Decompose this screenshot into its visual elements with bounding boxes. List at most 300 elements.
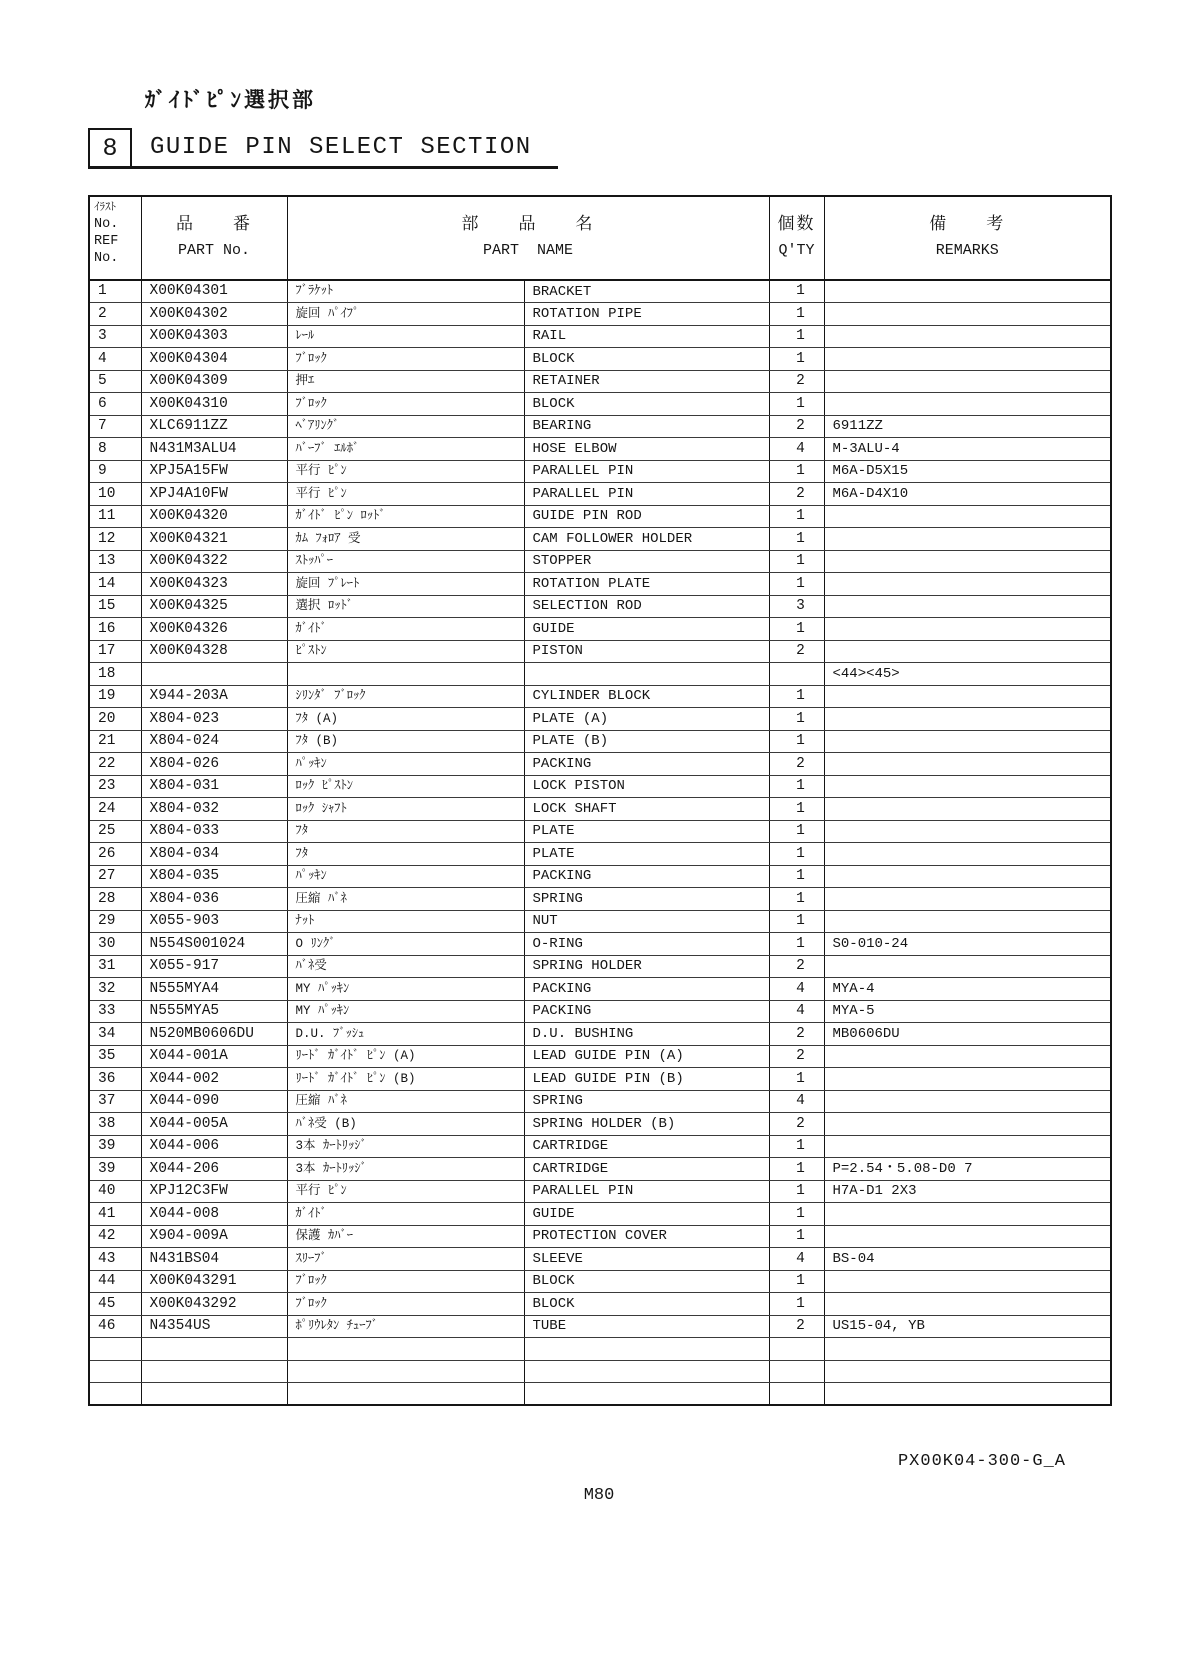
- header-ref-line-jp: ｲﾗｽﾄ: [94, 202, 116, 214]
- cell-part-name-en: RAIL: [524, 325, 769, 348]
- cell-part-no: X044-001A: [141, 1045, 287, 1068]
- cell-part-name-en: CAM FOLLOWER HOLDER: [524, 528, 769, 551]
- cell-part-name-en: GUIDE PIN ROD: [524, 505, 769, 528]
- table-row: [89, 978, 1111, 1001]
- cell-ref-no: 17: [89, 640, 141, 663]
- cell-ref-no: 13: [89, 550, 141, 573]
- cell-remarks: BS-04: [824, 1248, 1111, 1271]
- cell-qty: 1: [769, 393, 824, 416]
- cell-part-name-en: PISTON: [524, 640, 769, 663]
- table-row: [89, 348, 1111, 371]
- table-row: [89, 1023, 1111, 1046]
- cell-part-name-en: TUBE: [524, 1315, 769, 1338]
- header-part-name: [287, 196, 769, 280]
- cell-qty: 2: [769, 753, 824, 776]
- header-qty: [769, 196, 824, 280]
- table-row: [89, 528, 1111, 551]
- cell-part-name-jp: ﾌﾞﾗｹｯﾄ: [287, 280, 524, 303]
- table-row: [89, 775, 1111, 798]
- cell-ref-no: [89, 1383, 141, 1406]
- table-row: [89, 708, 1111, 731]
- cell-remarks: [824, 528, 1111, 551]
- cell-remarks: [824, 1225, 1111, 1248]
- cell-part-name-en: D.U. BUSHING: [524, 1023, 769, 1046]
- cell-part-name-en: SELECTION ROD: [524, 595, 769, 618]
- cell-qty: 1: [769, 1270, 824, 1293]
- section-title: GUIDE PIN SELECT SECTION: [150, 134, 532, 161]
- cell-remarks: [824, 955, 1111, 978]
- cell-qty: 1: [769, 1068, 824, 1091]
- cell-part-name-jp: 保護 ｶﾊﾞｰ: [287, 1225, 524, 1248]
- cell-part-name-en: PARALLEL PIN: [524, 1180, 769, 1203]
- cell-ref-no: 35: [89, 1045, 141, 1068]
- table-row: [89, 955, 1111, 978]
- cell-part-name-en: LEAD GUIDE PIN (A): [524, 1045, 769, 1068]
- cell-part-no: X804-023: [141, 708, 287, 731]
- cell-part-no: X00K04310: [141, 393, 287, 416]
- cell-part-no: X00K04309: [141, 370, 287, 393]
- cell-part-name-en: GUIDE: [524, 1203, 769, 1226]
- header-part-no: [141, 196, 287, 280]
- cell-remarks: M6A-D4X10: [824, 483, 1111, 506]
- cell-part-name-en: ROTATION PIPE: [524, 303, 769, 326]
- cell-part-no: X804-032: [141, 798, 287, 821]
- section-number: 8: [102, 133, 118, 163]
- cell-part-no: X044-006: [141, 1135, 287, 1158]
- cell-qty: 1: [769, 573, 824, 596]
- cell-part-name-en: BLOCK: [524, 348, 769, 371]
- table-row: [89, 1248, 1111, 1271]
- cell-ref-no: 19: [89, 685, 141, 708]
- cell-ref-no: 33: [89, 1000, 141, 1023]
- cell-part-name-jp: ﾌﾀ: [287, 843, 524, 866]
- cell-part-no: N554S001024: [141, 933, 287, 956]
- cell-part-name-en: RETAINER: [524, 370, 769, 393]
- cell-ref-no: [89, 1360, 141, 1383]
- cell-qty: 1: [769, 618, 824, 641]
- cell-part-name-jp: 平行 ﾋﾟﾝ: [287, 483, 524, 506]
- cell-part-name-en: PLATE (B): [524, 730, 769, 753]
- cell-remarks: [824, 370, 1111, 393]
- table-row: [89, 325, 1111, 348]
- cell-part-name-jp: ﾌﾞﾛｯｸ: [287, 348, 524, 371]
- cell-qty: 2: [769, 1023, 824, 1046]
- cell-part-name-jp: 圧縮 ﾊﾞﾈ: [287, 1090, 524, 1113]
- cell-part-name-jp: ｶﾞｲﾄﾞ: [287, 1203, 524, 1226]
- cell-qty: 2: [769, 1113, 824, 1136]
- cell-part-name-en: PARALLEL PIN: [524, 483, 769, 506]
- cell-part-name-jp: 押ｴ: [287, 370, 524, 393]
- cell-ref-no: 3: [89, 325, 141, 348]
- cell-remarks: [824, 730, 1111, 753]
- cell-part-no: X00K04325: [141, 595, 287, 618]
- cell-qty: 1: [769, 460, 824, 483]
- header-ref-no: [89, 196, 141, 280]
- cell-qty: 1: [769, 910, 824, 933]
- cell-part-no: XLC6911ZZ: [141, 415, 287, 438]
- cell-part-name-en: BLOCK: [524, 1270, 769, 1293]
- cell-ref-no: 26: [89, 843, 141, 866]
- cell-part-name-jp: O ﾘﾝｸﾞ: [287, 933, 524, 956]
- table-row: [89, 438, 1111, 461]
- cell-part-no: X00K04321: [141, 528, 287, 551]
- cell-part-no: X00K04326: [141, 618, 287, 641]
- cell-ref-no: 20: [89, 708, 141, 731]
- table-row: [89, 370, 1111, 393]
- header-ref-line-ref: REF: [94, 234, 119, 249]
- cell-ref-no: 18: [89, 663, 141, 686]
- cell-part-name-en: SPRING: [524, 1090, 769, 1113]
- cell-part-no: X044-090: [141, 1090, 287, 1113]
- cell-ref-no: 15: [89, 595, 141, 618]
- cell-qty: 1: [769, 843, 824, 866]
- cell-ref-no: 25: [89, 820, 141, 843]
- cell-part-no: X00K04303: [141, 325, 287, 348]
- cell-remarks: [824, 865, 1111, 888]
- cell-part-name-en: PLATE: [524, 843, 769, 866]
- cell-remarks: H7A-D1 2X3: [824, 1180, 1111, 1203]
- cell-ref-no: 38: [89, 1113, 141, 1136]
- cell-part-no: X804-035: [141, 865, 287, 888]
- cell-ref-no: 10: [89, 483, 141, 506]
- cell-part-no: X804-024: [141, 730, 287, 753]
- cell-remarks: 6911ZZ: [824, 415, 1111, 438]
- header-qty-jp: 個数: [777, 216, 816, 235]
- cell-ref-no: 24: [89, 798, 141, 821]
- cell-part-no: X804-033: [141, 820, 287, 843]
- cell-qty: 2: [769, 1315, 824, 1338]
- cell-part-name-jp: 圧縮 ﾊﾞﾈ: [287, 888, 524, 911]
- cell-ref-no: 23: [89, 775, 141, 798]
- cell-part-name-jp: ﾚｰﾙ: [287, 325, 524, 348]
- cell-part-name-jp: 旋回 ﾌﾟﾚｰﾄ: [287, 573, 524, 596]
- cell-part-no: X044-002: [141, 1068, 287, 1091]
- table-row: [89, 865, 1111, 888]
- empty-row: [89, 1338, 1111, 1361]
- cell-qty: 2: [769, 955, 824, 978]
- cell-remarks: [824, 1270, 1111, 1293]
- cell-qty: 1: [769, 1135, 824, 1158]
- cell-qty: [769, 663, 824, 686]
- cell-ref-no: 41: [89, 1203, 141, 1226]
- table-row: [89, 1315, 1111, 1338]
- cell-part-name-en: SLEEVE: [524, 1248, 769, 1271]
- cell-qty: 4: [769, 438, 824, 461]
- cell-remarks: [824, 640, 1111, 663]
- cell-qty: 1: [769, 1158, 824, 1181]
- cell-part-name-en: [524, 1383, 769, 1406]
- cell-qty: 1: [769, 280, 824, 303]
- cell-remarks: [824, 550, 1111, 573]
- empty-row: [89, 1360, 1111, 1383]
- cell-remarks: [824, 910, 1111, 933]
- cell-ref-no: 34: [89, 1023, 141, 1046]
- parts-table: [88, 195, 1112, 1406]
- cell-ref-no: 27: [89, 865, 141, 888]
- cell-ref-no: 1: [89, 280, 141, 303]
- cell-part-name-en: PACKING: [524, 978, 769, 1001]
- cell-part-name-en: PLATE (A): [524, 708, 769, 731]
- cell-qty: 2: [769, 1045, 824, 1068]
- cell-part-name-jp: ﾌﾞﾛｯｸ: [287, 393, 524, 416]
- cell-part-no: X944-203A: [141, 685, 287, 708]
- cell-part-name-en: SPRING: [524, 888, 769, 911]
- cell-part-name-jp: MY ﾊﾟｯｷﾝ: [287, 1000, 524, 1023]
- cell-qty: 1: [769, 348, 824, 371]
- cell-qty: 1: [769, 325, 824, 348]
- cell-qty: 1: [769, 528, 824, 551]
- cell-qty: 1: [769, 933, 824, 956]
- document-code: PX00K04-300-G_A: [897, 1452, 1066, 1471]
- table-row: [89, 820, 1111, 843]
- cell-part-no: N555MYA5: [141, 1000, 287, 1023]
- cell-part-name-jp: ｶﾑ ﾌｫﾛｱ 受: [287, 528, 524, 551]
- table-row: [89, 753, 1111, 776]
- cell-ref-no: 39: [89, 1158, 141, 1181]
- cell-ref-no: 28: [89, 888, 141, 911]
- cell-ref-no: 37: [89, 1090, 141, 1113]
- cell-remarks: US15-04, YB: [824, 1315, 1111, 1338]
- cell-remarks: [824, 843, 1111, 866]
- cell-part-name-jp: ﾍﾞｱﾘﾝｸﾞ: [287, 415, 524, 438]
- cell-part-no: X044-005A: [141, 1113, 287, 1136]
- cell-part-no: X00K04301: [141, 280, 287, 303]
- cell-remarks: [824, 1338, 1111, 1361]
- cell-remarks: [824, 1113, 1111, 1136]
- cell-part-name-jp: [287, 663, 524, 686]
- table-row: [89, 483, 1111, 506]
- cell-part-no: X804-031: [141, 775, 287, 798]
- cell-qty: 1: [769, 820, 824, 843]
- cell-ref-no: 29: [89, 910, 141, 933]
- cell-part-no: [141, 1360, 287, 1383]
- cell-ref-no: 5: [89, 370, 141, 393]
- cell-part-no: X804-026: [141, 753, 287, 776]
- cell-remarks: [824, 1293, 1111, 1316]
- table-row: [89, 550, 1111, 573]
- table-row: [89, 640, 1111, 663]
- cell-ref-no: 16: [89, 618, 141, 641]
- cell-part-no: X00K04320: [141, 505, 287, 528]
- cell-part-no: X00K04302: [141, 303, 287, 326]
- cell-remarks: [824, 685, 1111, 708]
- cell-ref-no: 42: [89, 1225, 141, 1248]
- cell-part-name-jp: ﾊﾞﾈ受 (B): [287, 1113, 524, 1136]
- cell-remarks: [824, 505, 1111, 528]
- cell-part-no: [141, 1338, 287, 1361]
- cell-qty: [769, 1360, 824, 1383]
- table-row: [89, 888, 1111, 911]
- table-row: [89, 618, 1111, 641]
- cell-qty: 1: [769, 1225, 824, 1248]
- table-row: [89, 1113, 1111, 1136]
- cell-ref-no: 40: [89, 1180, 141, 1203]
- cell-part-name-jp: ﾘｰﾄﾞ ｶﾞｲﾄﾞ ﾋﾟﾝ (A): [287, 1045, 524, 1068]
- document-content: [88, 84, 1110, 1406]
- cell-ref-no: 11: [89, 505, 141, 528]
- cell-part-name-en: BRACKET: [524, 280, 769, 303]
- table-row: [89, 843, 1111, 866]
- table-row: [89, 415, 1111, 438]
- table-row: [89, 798, 1111, 821]
- cell-ref-no: 14: [89, 573, 141, 596]
- cell-part-name-jp: 3本 ｶｰﾄﾘｯｼﾞ: [287, 1158, 524, 1181]
- table-row: [89, 1000, 1111, 1023]
- cell-part-name-en: PLATE: [524, 820, 769, 843]
- cell-remarks: S0-010-24: [824, 933, 1111, 956]
- cell-part-name-jp: [287, 1383, 524, 1406]
- table-row: [89, 1203, 1111, 1226]
- table-row: [89, 505, 1111, 528]
- cell-remarks: [824, 798, 1111, 821]
- cell-qty: 2: [769, 483, 824, 506]
- cell-part-name-jp: ﾋﾟｽﾄﾝ: [287, 640, 524, 663]
- cell-qty: 4: [769, 1248, 824, 1271]
- cell-part-no: X00K04322: [141, 550, 287, 573]
- cell-part-name-jp: ﾛｯｸ ｼｬﾌﾄ: [287, 798, 524, 821]
- cell-qty: 2: [769, 370, 824, 393]
- cell-part-no: X00K04328: [141, 640, 287, 663]
- cell-qty: 1: [769, 798, 824, 821]
- header-ref-line-no1: No.: [94, 217, 119, 232]
- cell-remarks: [824, 280, 1111, 303]
- cell-part-name-en: GUIDE: [524, 618, 769, 641]
- cell-part-name-jp: ｶﾞｲﾄﾞ ﾋﾟﾝ ﾛｯﾄﾞ: [287, 505, 524, 528]
- section-title-japanese: ｶﾞｲﾄﾞﾋﾟﾝ選択部: [145, 91, 316, 114]
- cell-part-name-jp: ﾊﾟｯｷﾝ: [287, 753, 524, 776]
- cell-part-name-en: PROTECTION COVER: [524, 1225, 769, 1248]
- cell-part-name-jp: ﾊﾞｰﾌﾞ ｴﾙﾎﾞ: [287, 438, 524, 461]
- cell-part-name-jp: ﾊﾟｯｷﾝ: [287, 865, 524, 888]
- cell-part-name-en: NUT: [524, 910, 769, 933]
- cell-ref-no: 7: [89, 415, 141, 438]
- cell-remarks: [824, 775, 1111, 798]
- cell-part-name-jp: ﾛｯｸ ﾋﾟｽﾄﾝ: [287, 775, 524, 798]
- table-row: [89, 933, 1111, 956]
- cell-part-name-en: BLOCK: [524, 1293, 769, 1316]
- cell-part-no: N555MYA4: [141, 978, 287, 1001]
- header-remarks: [824, 196, 1111, 280]
- cell-part-name-en: SPRING HOLDER (B): [524, 1113, 769, 1136]
- cell-part-no: X00K04323: [141, 573, 287, 596]
- cell-qty: 1: [769, 888, 824, 911]
- cell-part-name-jp: D.U. ﾌﾞｯｼｭ: [287, 1023, 524, 1046]
- cell-remarks: MYA-5: [824, 1000, 1111, 1023]
- cell-part-name-en: PARALLEL PIN: [524, 460, 769, 483]
- cell-qty: 1: [769, 1180, 824, 1203]
- parts-table-body: [89, 280, 1111, 1405]
- cell-ref-no: [89, 1338, 141, 1361]
- cell-part-no: X904-009A: [141, 1225, 287, 1248]
- page-number: M80: [583, 1486, 615, 1505]
- cell-qty: [769, 1383, 824, 1406]
- cell-part-no: X044-206: [141, 1158, 287, 1181]
- cell-ref-no: 32: [89, 978, 141, 1001]
- cell-part-no: X055-903: [141, 910, 287, 933]
- header-ref-line-no2: No.: [94, 251, 119, 266]
- cell-part-no: XPJ12C3FW: [141, 1180, 287, 1203]
- cell-part-name-jp: ﾅｯﾄ: [287, 910, 524, 933]
- cell-ref-no: 4: [89, 348, 141, 371]
- cell-remarks: [824, 1203, 1111, 1226]
- cell-qty: 1: [769, 730, 824, 753]
- cell-qty: 4: [769, 1090, 824, 1113]
- table-row: [89, 303, 1111, 326]
- cell-part-name-jp: 平行 ﾋﾟﾝ: [287, 460, 524, 483]
- cell-part-name-jp: 旋回 ﾊﾟｲﾌﾟ: [287, 303, 524, 326]
- section-number-box: [88, 128, 132, 166]
- cell-remarks: [824, 1135, 1111, 1158]
- cell-part-name-en: PACKING: [524, 865, 769, 888]
- cell-ref-no: 9: [89, 460, 141, 483]
- cell-part-no: X00K04304: [141, 348, 287, 371]
- cell-part-name-jp: 平行 ﾋﾟﾝ: [287, 1180, 524, 1203]
- cell-part-no: [141, 1383, 287, 1406]
- cell-part-name-en: CARTRIDGE: [524, 1135, 769, 1158]
- cell-part-name-en: BEARING: [524, 415, 769, 438]
- table-row: [89, 663, 1111, 686]
- header-row: [89, 196, 1111, 280]
- cell-part-name-jp: ﾌﾞﾛｯｸ: [287, 1293, 524, 1316]
- cell-part-name-jp: [287, 1360, 524, 1383]
- cell-qty: [769, 1338, 824, 1361]
- table-row: [89, 595, 1111, 618]
- table-row: [89, 1225, 1111, 1248]
- cell-remarks: [824, 1045, 1111, 1068]
- cell-part-no: X044-008: [141, 1203, 287, 1226]
- cell-part-no: XPJ5A15FW: [141, 460, 287, 483]
- cell-part-no: X804-036: [141, 888, 287, 911]
- cell-remarks: [824, 820, 1111, 843]
- cell-remarks: [824, 595, 1111, 618]
- header-part-no-en: PART No.: [177, 242, 250, 259]
- cell-part-name-en: STOPPER: [524, 550, 769, 573]
- cell-remarks: MYA-4: [824, 978, 1111, 1001]
- cell-remarks: [824, 1360, 1111, 1383]
- cell-part-name-jp: 3本 ｶｰﾄﾘｯｼﾞ: [287, 1135, 524, 1158]
- cell-qty: 1: [769, 1293, 824, 1316]
- cell-ref-no: 21: [89, 730, 141, 753]
- header-remarks-jp: 備 考: [929, 216, 1006, 235]
- cell-part-name-jp: MY ﾊﾟｯｷﾝ: [287, 978, 524, 1001]
- cell-part-name-jp: ｼﾘﾝﾀﾞ ﾌﾞﾛｯｸ: [287, 685, 524, 708]
- cell-ref-no: 45: [89, 1293, 141, 1316]
- cell-remarks: [824, 348, 1111, 371]
- cell-remarks: [824, 888, 1111, 911]
- cell-part-name-jp: ﾊﾞﾈ受: [287, 955, 524, 978]
- table-row: [89, 910, 1111, 933]
- cell-part-name-en: CYLINDER BLOCK: [524, 685, 769, 708]
- cell-part-no: XPJ4A10FW: [141, 483, 287, 506]
- cell-part-name-jp: [287, 1338, 524, 1361]
- cell-ref-no: 2: [89, 303, 141, 326]
- cell-remarks: <44><45>: [824, 663, 1111, 686]
- cell-qty: 2: [769, 415, 824, 438]
- cell-remarks: [824, 1090, 1111, 1113]
- cell-ref-no: 22: [89, 753, 141, 776]
- cell-part-name-jp: ﾌﾀ (A): [287, 708, 524, 731]
- cell-ref-no: 6: [89, 393, 141, 416]
- cell-qty: 3: [769, 595, 824, 618]
- cell-remarks: [824, 618, 1111, 641]
- cell-qty: 1: [769, 685, 824, 708]
- cell-part-no: X055-917: [141, 955, 287, 978]
- cell-part-name-jp: ﾌﾀ (B): [287, 730, 524, 753]
- cell-qty: 1: [769, 775, 824, 798]
- cell-qty: 4: [769, 1000, 824, 1023]
- cell-qty: 1: [769, 303, 824, 326]
- table-row: [89, 280, 1111, 303]
